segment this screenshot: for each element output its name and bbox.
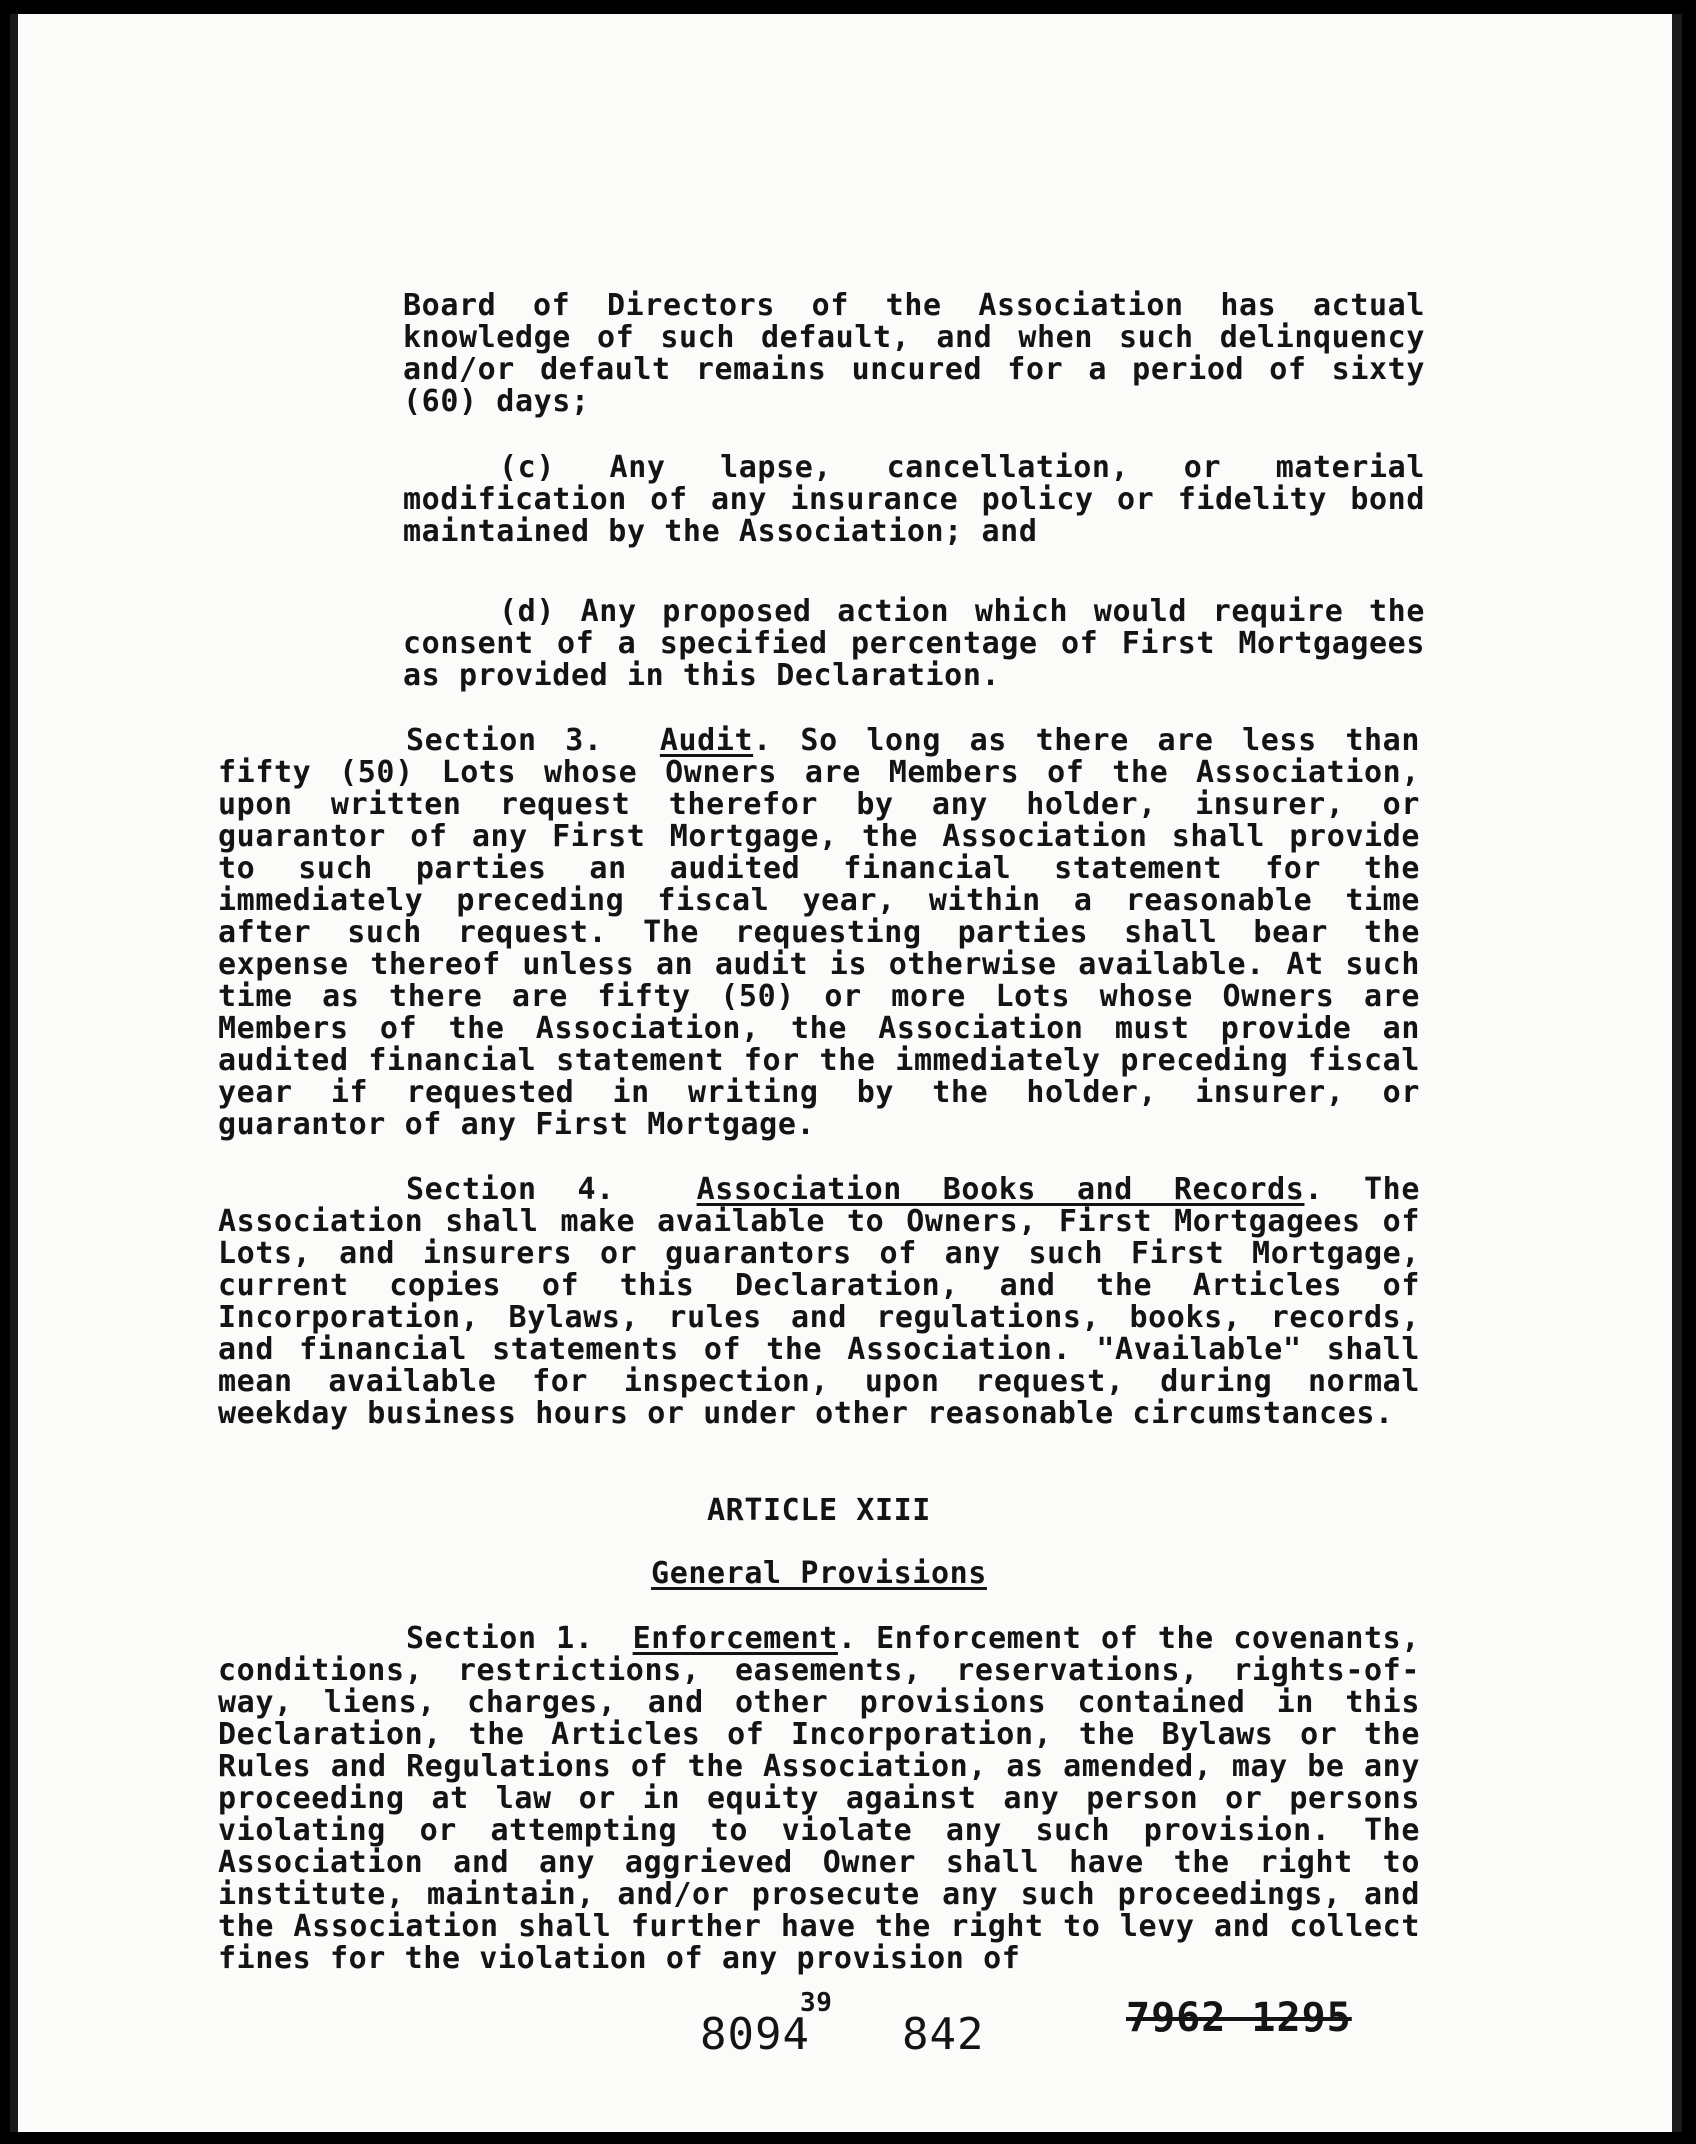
continued-text: Board of Directors of the Association has actual knowledge of such default, and when such delinquency and/or default remains uncured for a period of sixty (60) days; bbox=[403, 288, 1425, 419]
scan-edge-right bbox=[1672, 14, 1682, 2132]
section-1-lead: Section 1. bbox=[406, 1621, 594, 1656]
section-4-heading: Association Books and Records bbox=[696, 1172, 1305, 1207]
article-title: ARTICLE XIII bbox=[707, 1493, 931, 1528]
document-page bbox=[10, 14, 1682, 2132]
section-1-body: . Enforcement of the covenants, conditions, restrictions, easements, reservations, rights-of-way, liens, charges, and other provisions contained in this Declaration, the Articles of Incorporation, the Bylaws or the Rules and Regulations of the Association, as amended, may be any proceeding at law or in equity against any person or persons violating or attempting to violate any such provision. The Association and any aggrieved Owner shall have the right to institute, maintain, and/or prosecute any such proceedings, and the Association shall further have the right to levy and collect fines for the violation of any provision of bbox=[218, 1621, 1420, 1976]
bates-stamp-left: 8094 bbox=[700, 2009, 810, 2060]
paragraph-continued bbox=[403, 290, 1425, 418]
page-number: 39 bbox=[800, 1988, 833, 2018]
section-3 bbox=[218, 725, 1420, 1141]
section-3-heading: Audit bbox=[659, 723, 754, 758]
list-item-c bbox=[403, 452, 1425, 548]
bates-stamp-right: 842 bbox=[902, 2009, 985, 2060]
section-1 bbox=[218, 1623, 1420, 1975]
article-subtitle: General Provisions bbox=[651, 1556, 987, 1591]
section-4-body: . The Association shall make available to Owners, First Mortgagees of Lots, and insurers or guarantors of any such First Mortgage, current copies of this Declaration, and the Articles of Incorporation, Bylaws, rules and regulations, books, records, and financial statements of the Association. "Available" shall mean available for inspection, upon request, during normal weekday business hours or under other reasonable circumstances. bbox=[218, 1172, 1420, 1431]
section-3-lead: Section 3. bbox=[406, 723, 603, 758]
section-3-body: . So long as there are less than fifty (50) Lots whose Owners are Members of the Association, upon written request therefor by any holder, insurer, or guarantor of any First Mortgage, the Association shall provide to such parties an audited financial statement for the immediately preceding fiscal year, within a reasonable time after such request. The requesting parties shall bear the expense thereof unless an audit is otherwise available. At such time as there are fifty (50) or more Lots whose Owners are Members of the Association, the Association must provide an audited financial statement for the immediately preceding fiscal year if requested in writing by the holder, insurer, or guarantor of any First Mortgage. bbox=[218, 723, 1421, 1142]
struck-through-stamp: 7962 1295 bbox=[1126, 1995, 1352, 2041]
section-1-heading: Enforcement bbox=[632, 1621, 838, 1656]
section-4 bbox=[218, 1174, 1420, 1430]
section-4-lead: Section 4. bbox=[406, 1172, 615, 1207]
item-d-text: (d) Any proposed action which would require the consent of a specified percentage of First Mortgagees as provided in this Declaration. bbox=[403, 594, 1425, 693]
scan-edge-left bbox=[10, 14, 18, 2132]
list-item-d bbox=[403, 596, 1425, 692]
item-c-text: (c) Any lapse, cancellation, or material modification of any insurance policy or fidelity bond maintained by the Association; and bbox=[403, 450, 1425, 549]
